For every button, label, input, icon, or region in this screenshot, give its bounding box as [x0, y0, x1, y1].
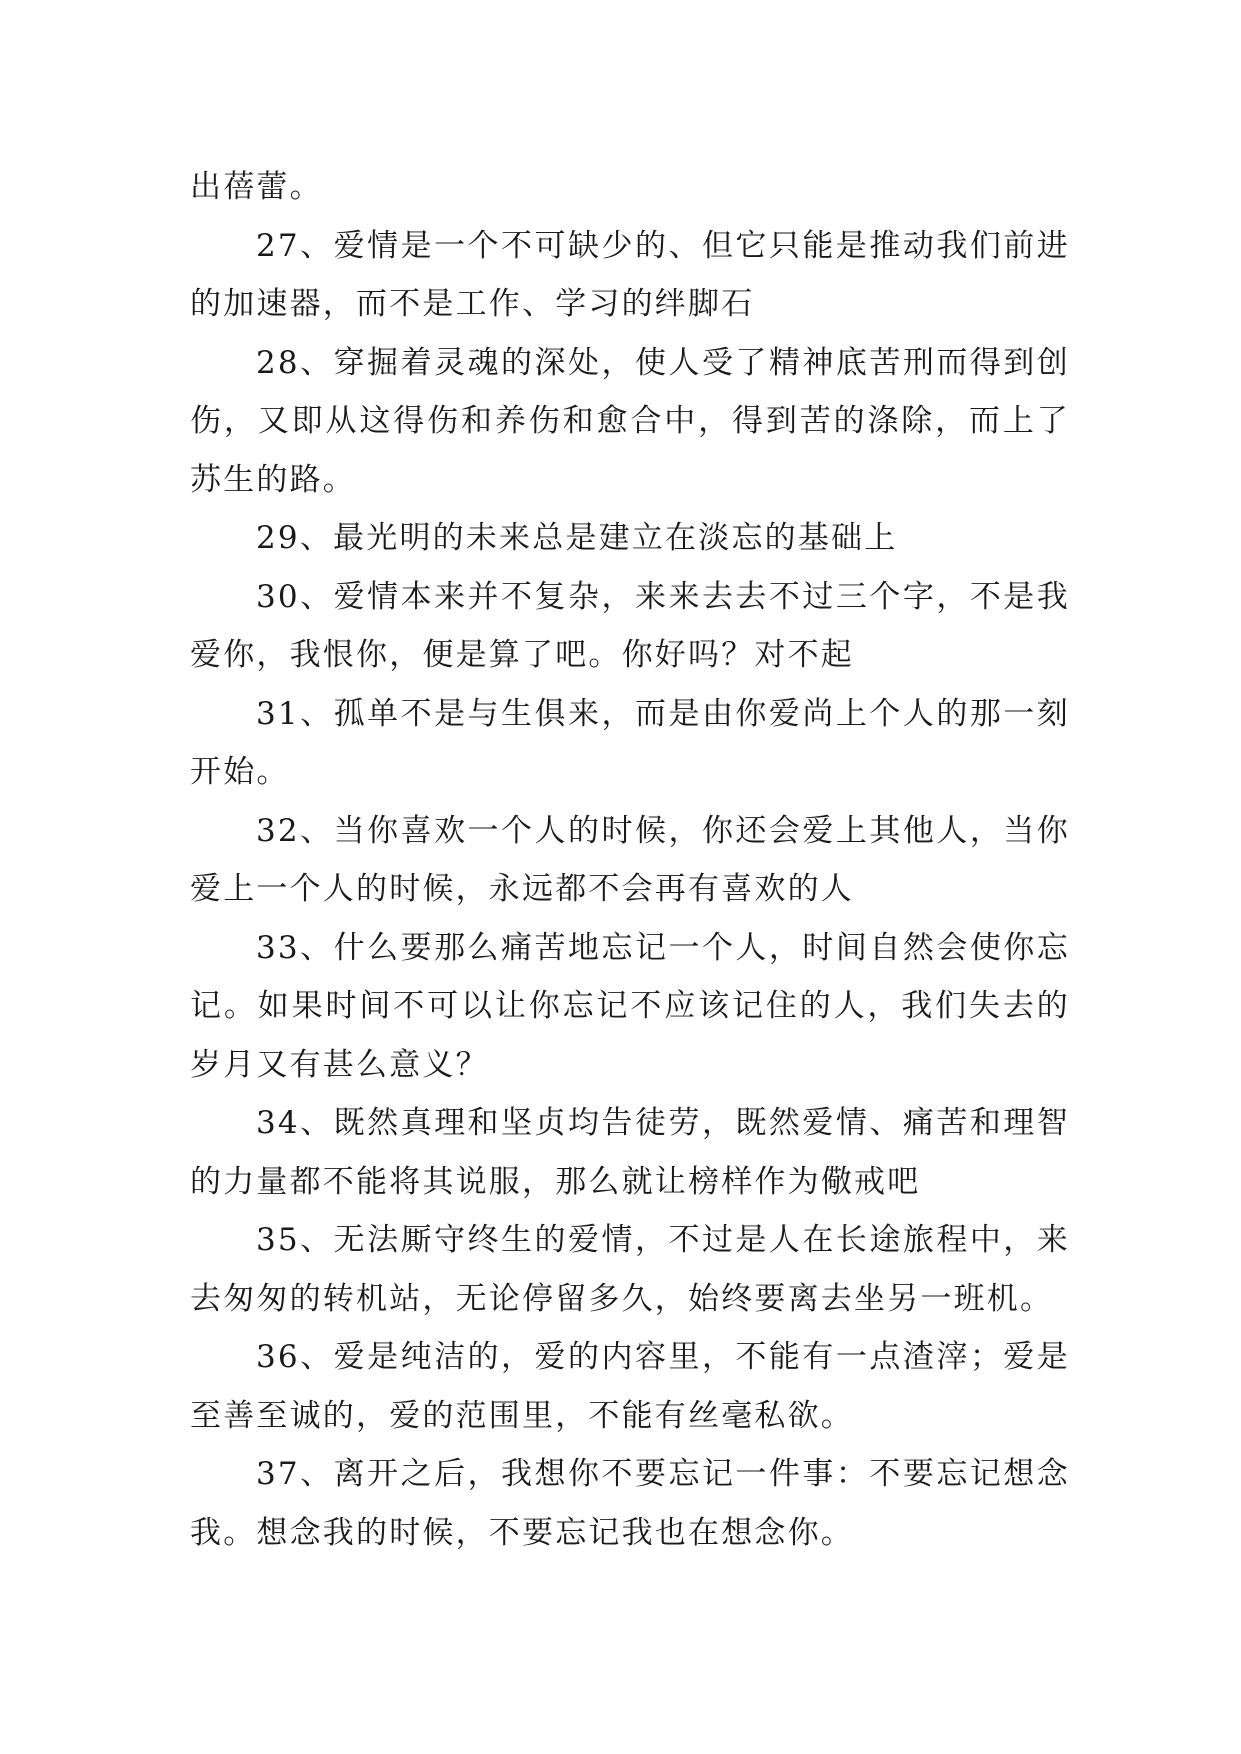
paragraph-32: 32、当你喜欢一个人的时候，你还会爱上其他人，当你爱上一个人的时候，永远都不会再有喜欢的人	[190, 812, 1070, 907]
paragraph-36: 36、爱是纯洁的，爱的内容里，不能有一点渣滓；爱是至善至诚的，爱的范围里，不能有丝毫私欲。	[190, 1339, 1070, 1434]
paragraph-continuation: 出蓓蕾。	[190, 169, 323, 205]
paragraph-35: 35、无法厮守终生的爱情，不过是人在长途旅程中，来去匆匆的转机站，无论停留多久，始终要离去坐另一班机。	[190, 1222, 1070, 1317]
paragraph-31: 31、孤单不是与生俱来，而是由你爱尚上个人的那一刻开始。	[190, 695, 1070, 790]
paragraph-37: 37、离开之后，我想你不要忘记一件事：不要忘记想念我。想念我的时候，不要忘记我也在想念你。	[190, 1456, 1070, 1551]
paragraph-29: 29、最光明的未来总是建立在淡忘的基础上	[256, 520, 898, 556]
paragraph-34: 34、既然真理和坚贞均告徒劳，既然爱情、痛苦和理智的力量都不能将其说服，那么就让榜样作为儆戒吧	[190, 1105, 1070, 1200]
paragraph-27: 27、爱情是一个不可缺少的、但它只能是推动我们前进的加速器，而不是工作、学习的绊脚石	[190, 227, 1070, 322]
paragraph-28: 28、穿掘着灵魂的深处，使人受了精神底苦刑而得到创伤，又即从这得伤和养伤和愈合中，得到苦的涤除，而上了苏生的路。	[190, 344, 1070, 498]
paragraph-30: 30、爱情本来并不复杂，来来去去不过三个字，不是我爱你，我恨你，便是算了吧。你好吗？对不起	[190, 578, 1070, 673]
document-body	[190, 158, 1070, 1562]
paragraph-33: 33、什么要那么痛苦地忘记一个人，时间自然会使你忘记。如果时间不可以让你忘记不应该记住的人，我们失去的岁月又有甚么意义？	[190, 929, 1070, 1083]
